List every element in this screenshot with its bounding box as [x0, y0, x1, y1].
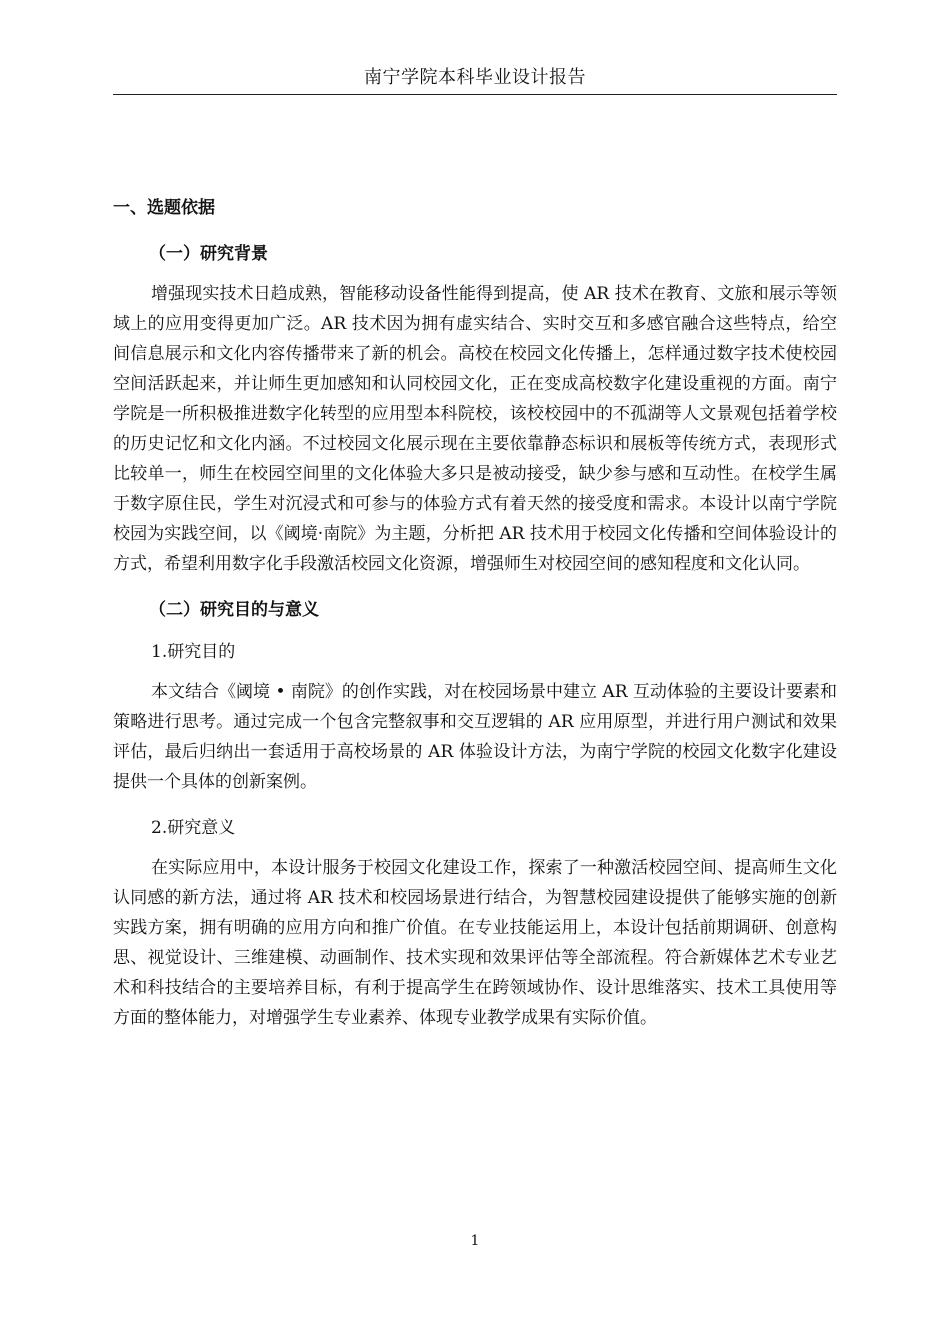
heading-research-significance: 2.研究意义 [151, 818, 236, 838]
running-header: 南宁学院本科毕业设计报告 [364, 67, 586, 88]
purpose-paragraph: 本文结合《阈境 • 南院》的创作实践，对在校园场景中建立 AR 互动体验的主要设计要素和策略进行思考。通过完成一个包含完整叙事和交互逻辑的 AR 应用原型，并进行用户测试和效果评估，最后归纳出一套适用于高校场景的 AR 体验设计方法，为南宁学院的校园文化数字化建设提供一个具体的创新案例。 [113, 682, 837, 792]
subsection-heading-purpose-significance: （二）研究目的与意义 [149, 600, 319, 620]
subsection-heading-background: （一）研究背景 [149, 244, 268, 264]
header-rule [113, 94, 837, 95]
heading-research-purpose: 1.研究目的 [151, 642, 236, 662]
background-paragraph: 增强现实技术日趋成熟，智能移动设备性能得到提高，使 AR 技术在教育、文旅和展示等领域上的应用变得更加广泛。AR 技术因为拥有虚实结合、实时交互和多感官融合这些特点，给空间信息展示和文化内容传播带来了新的机会。高校在校园文化传播上，怎样通过数字技术使校园空间活跃起来，并让师生更加感知和认同校园文化，正在变成高校数字化建设重视的方面。南宁学院是一所积极推进数字化转型的应用型本科院校，该校校园中的不孤湖等人文景观包括着学校的历史记忆和文化内涵。不过校园文化展示现在主要依靠静态标识和展板等传统方式，表现形式比较单一，师生在校园空间里的文化体验大多只是被动接受，缺少参与感和互动性。在校学生属于数字原住民，学生对沉浸式和可参与的体验方式有着天然的接受度和需求。本设计以南宁学院校园为实践空间，以《阈境·南院》为主题，分析把 AR 技术用于校园文化传播和空间体验设计的方式，希望利用数字化手段激活校园文化资源，增强师生对校园空间的感知程度和文化认同。 [113, 284, 837, 574]
section-heading-selection-basis: 一、选题依据 [113, 198, 215, 218]
significance-paragraph: 在实际应用中，本设计服务于校园文化建设工作，探索了一种激活校园空间、提高师生文化认同感的新方法，通过将 AR 技术和校园场景进行结合，为智慧校园建设提供了能够实施的创新实践方案，拥有明确的应用方向和推广价值。在专业技能运用上，本设计包括前期调研、创意构思、视觉设计、三维建模、动画制作、技术实现和效果评估等全部流程。符合新媒体艺术专业艺术和科技结合的主要培养目标，有利于提高学生在跨领域协作、设计思维落实、技术工具使用等方面的整体能力，对增强学生专业素养、体现专业教学成果有实际价值。 [113, 858, 837, 1028]
page-content [113, 191, 837, 1047]
page-number: 1 [470, 1233, 480, 1249]
